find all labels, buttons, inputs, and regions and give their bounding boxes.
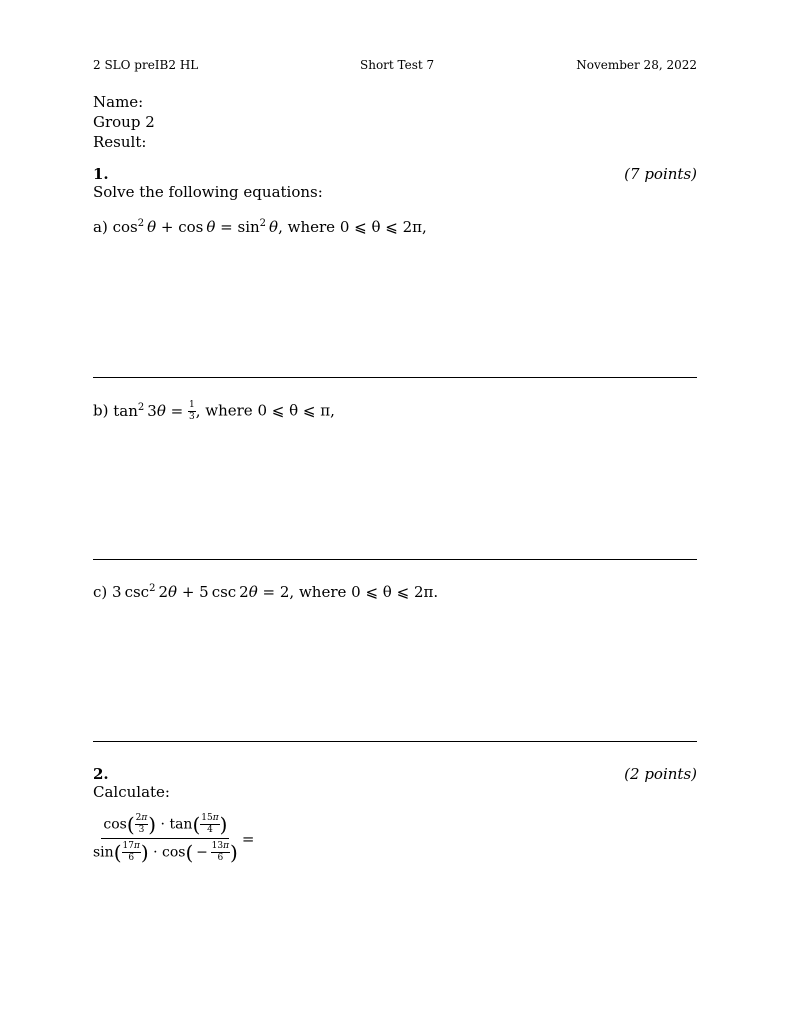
problem-1c-condition: where 0 ⩽ θ ⩽ 2π. <box>298 583 439 601</box>
student-info <box>93 92 155 152</box>
problem-1b-equation: $\tan^2 3\theta$ = $\frac{1}{3}$ , <box>113 400 201 422</box>
problem-1a-label: a) <box>93 218 108 236</box>
fraction-one-third: $\frac{1}{3}$ <box>188 400 195 422</box>
problem-1a-equation: $\cos^2 \theta + \cos \theta = \sin^2 \theta$, <box>112 218 283 236</box>
name-label: Name: <box>93 93 144 111</box>
equals-sign: = <box>241 829 255 848</box>
answer-divider-1b <box>93 559 697 560</box>
problem-1a <box>93 218 427 236</box>
problem-1c-equation: 3 $\csc^2 2\theta + 5$ csc 2θ = 2, <box>112 583 295 601</box>
problem-1c-label: c) <box>93 583 108 601</box>
result-label: Result: <box>93 133 147 151</box>
test-date: November 28, 2022 <box>576 58 697 72</box>
test-title: Short Test 7 <box>360 58 435 72</box>
main-fraction <box>93 814 238 863</box>
main-numerator: cos( $\frac{2\pi}{3}$ ) · tan( $\frac{15\pi}{4}$ ) <box>101 814 229 839</box>
problem-2-expression <box>93 814 254 863</box>
problem-1-number: 1. <box>93 165 109 183</box>
course-label: 2 SLO preIB2 HL <box>93 58 199 72</box>
problem-1-instruction: Solve the following equations: <box>93 183 323 201</box>
problem-1b-label: b) <box>93 401 109 420</box>
problem-2-number: 2. <box>93 765 109 783</box>
problem-1b-condition: where 0 ⩽ θ ⩽ π, <box>205 401 335 420</box>
problem-2-instruction: Calculate: <box>93 783 170 801</box>
problem-2-points: (2 points) <box>624 765 697 783</box>
answer-divider-1c <box>93 741 697 742</box>
problem-1c <box>93 583 438 601</box>
problem-1a-condition: where 0 ⩽ θ ⩽ 2π, <box>287 218 427 236</box>
main-denominator: sin( $\frac{17\pi}{6}$ ) · cos( − $\frac{13\pi}{6}$ ) <box>93 840 238 865</box>
group-label: Group 2 <box>93 113 155 131</box>
problem-1-points: (7 points) <box>624 165 697 183</box>
problem-1b <box>93 401 335 422</box>
answer-divider-1a <box>93 377 697 378</box>
